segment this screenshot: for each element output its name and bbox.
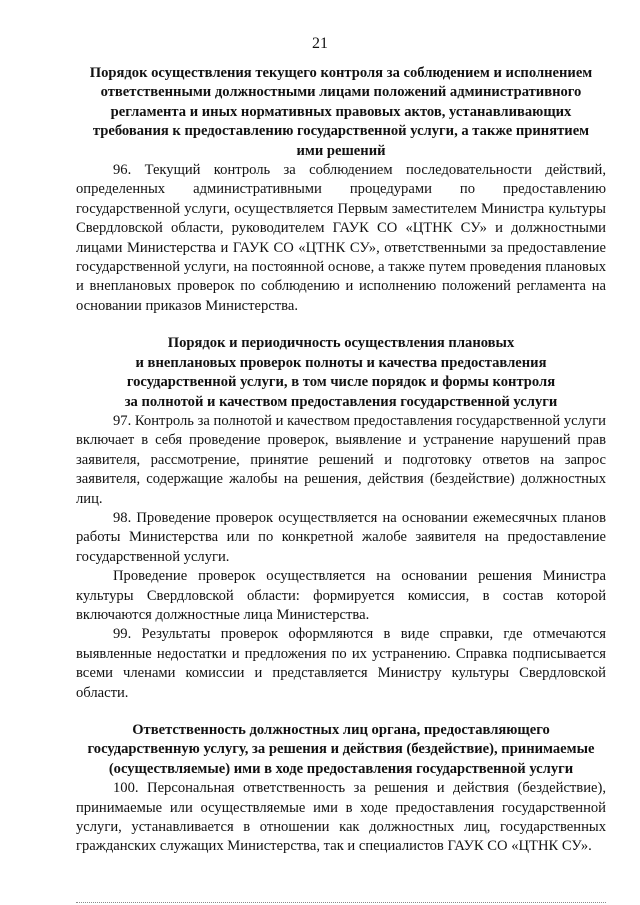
page-number: 21 bbox=[312, 35, 328, 52]
paragraph-96: 96. Текущий контроль за соблюдением последовательности действий, определенных административными процедурами по предоставлению государственной услуги, осуществляется Первым заместителем Министра культуры Свердловской области, руководителем ГАУК СО «ЦТНК СУ» и должностными лицами Министерства и ГАУК СО «ЦТНК СУ», ответственными за предоставление государственной услуги, на постоянной основе, а также путем проведения плановых и внеплановых проверок по соблюдению и исполнению положений регламента на основании приказов Министерства. bbox=[76, 162, 606, 314]
heading-line: ими решений bbox=[296, 142, 386, 159]
heading-line: Порядок осуществления текущего контроля за соблюдением и исполнением bbox=[89, 65, 593, 81]
paragraph-97: 97. Контроль за полнотой и качеством предоставления государственной услуги включает в себя проведение проверок, выявление и устранение нарушений прав заявителя, рассмотрение, принятие решений и подготовку ответов на запрос заявителя, содержащие жалобы на решения, действия (бездействие) должностных лиц. bbox=[76, 412, 606, 507]
heading-line: государственной услуги, в том числе порядок и формы контроля bbox=[126, 374, 556, 391]
heading-line: ответственными должностными лицами положений административного bbox=[100, 84, 582, 101]
heading-line: государственную услугу, за решения и действия (бездействие), принимаемые bbox=[87, 741, 595, 758]
section-heading-current-control bbox=[76, 64, 606, 161]
paragraph-99: 99. Результаты проверок оформляются в виде справки, где отмечаются выявленные недостатки и предложения по их устранению. Справка подписывается всеми членами комиссии и представляется Министру культуры Свердловской области. bbox=[76, 626, 606, 701]
page-bottom-edge bbox=[76, 902, 606, 903]
heading-line: требования к предоставлению государственной услуги, а также принятием bbox=[92, 123, 590, 140]
paragraph-100: 100. Персональная ответственность за решения и действия (бездействие), принимаемые или осуществляемые ими в ходе предоставления государственной услуги, устанавливается в отношении как должностных лиц, государственных гражданских служащих Министерства, так и специалистов ГАУК СО «ЦТНК СУ». bbox=[76, 780, 606, 855]
heading-line: Ответственность должностных лиц органа, предоставляющего bbox=[132, 722, 550, 738]
section-heading-responsibility bbox=[76, 721, 606, 779]
paragraph-98: 98. Проведение проверок осуществляется на основании ежемесячных планов работы Министерства или по конкретной жалобе заявителя на предоставление государственной услуги. bbox=[76, 509, 606, 565]
section-heading-inspections bbox=[76, 334, 606, 412]
page-content bbox=[76, 64, 606, 857]
heading-line: за полнотой и качеством предоставления государственной услуги bbox=[124, 393, 558, 410]
heading-line: регламента и иных нормативных правовых актов, устанавливающих bbox=[110, 103, 572, 120]
paragraph-98-continued: Проведение проверок осуществляется на основании решения Министра культуры Свердловской области: формируется комиссия, в состав которой включаются должностные лица Министерства. bbox=[76, 568, 606, 623]
heading-line: Порядок и периодичность осуществления плановых bbox=[167, 335, 515, 352]
heading-line: (осуществляемые) ими в ходе предоставления государственной услуги bbox=[108, 760, 574, 777]
heading-line: и внеплановых проверок полноты и качества предоставления bbox=[135, 354, 547, 371]
